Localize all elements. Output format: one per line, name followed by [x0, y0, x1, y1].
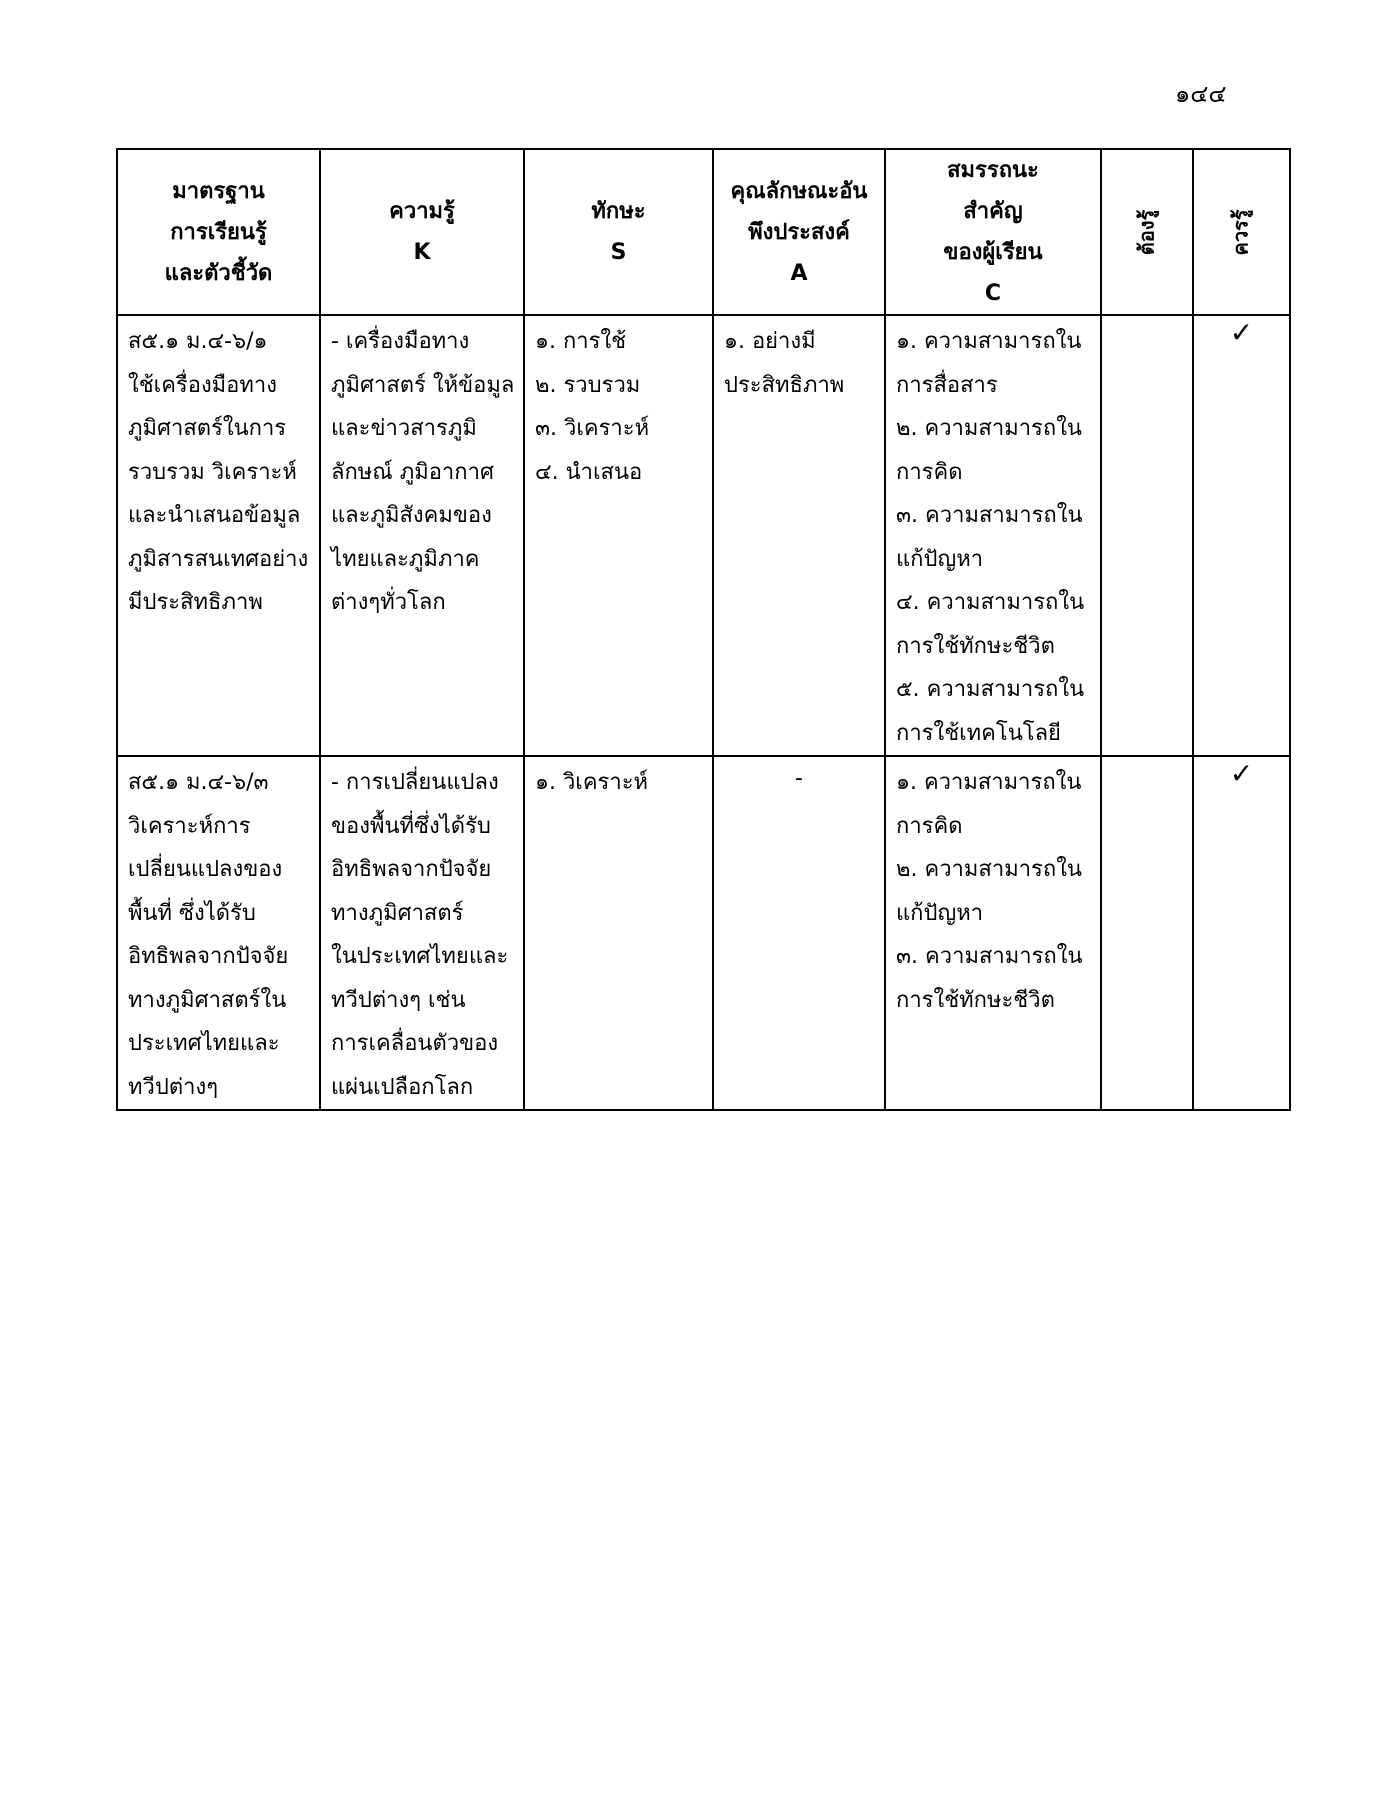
- text-line: S: [610, 240, 627, 265]
- cell-knowledge: [320, 315, 524, 756]
- text-line: ภูมิศาสตร์ในการ: [128, 416, 287, 441]
- cell-competency: [885, 756, 1101, 1110]
- table-row: [117, 315, 1290, 756]
- text-line: แก้ปัญหา: [896, 900, 984, 926]
- text-line: ๑. อย่างมี: [724, 329, 816, 354]
- text-line: ของผู้เรียน: [943, 240, 1043, 265]
- text-line: พื้นที่ ซึ่งได้รับ: [128, 900, 256, 926]
- table-row: [117, 756, 1290, 1110]
- should-know-label: ควรรู้: [1229, 208, 1253, 256]
- header-should-know: [1193, 149, 1290, 315]
- text-line: ทางภูมิศาสตร์: [331, 900, 464, 926]
- text-line: ต่างๆทั่วโลก: [331, 590, 446, 615]
- text-line: แก้ปัญหา: [896, 546, 984, 572]
- text-line: ๑. ความสามารถใน: [896, 770, 1082, 795]
- text-line: ๑. ความสามารถใน: [896, 329, 1082, 354]
- text-line: การเคลื่อนตัวของ: [331, 1031, 499, 1056]
- text-line: การใช้ทักษะชีวิต: [896, 987, 1055, 1013]
- cell-attribute: [713, 756, 885, 1110]
- check-icon: ✓: [1193, 315, 1290, 756]
- text-line: ประเทศไทยและ: [128, 1031, 280, 1056]
- header-standard: [117, 149, 320, 315]
- text-line: ภูมิศาสตร์ ให้ข้อมูล: [331, 372, 515, 398]
- text-line: และข่าวสารภูมิ: [331, 416, 477, 441]
- text-line: วิเคราะห์การ: [128, 813, 251, 839]
- text-line: มาตรฐาน: [172, 178, 265, 204]
- text-line: ใช้เครื่องมือทาง: [128, 372, 277, 398]
- text-line: A: [790, 260, 808, 286]
- text-line: และตัวชี้วัด: [164, 260, 273, 286]
- text-line: เปลี่ยนแปลงของ: [128, 857, 283, 882]
- text-line: - การเปลี่ยนแปลง: [331, 770, 499, 795]
- text-line: สมรรถนะ: [947, 158, 1039, 183]
- text-line: ๑. การใช้: [535, 329, 627, 354]
- cell-competency: [885, 315, 1101, 756]
- text-line: การคิด: [896, 459, 963, 485]
- text-line: ๓. ความสามารถใน: [896, 944, 1083, 969]
- text-line: ๑. วิเคราะห์: [535, 770, 649, 795]
- text-line: คุณลักษณะอัน: [730, 178, 868, 204]
- text-line: การใช้เทคโนโลยี: [896, 720, 1061, 746]
- text-line: การใช้ทักษะชีวิต: [896, 633, 1055, 659]
- text-line: ๔. ความสามารถใน: [896, 590, 1085, 615]
- page-number: ๑๔๔: [1175, 80, 1227, 108]
- header-skill: [524, 149, 713, 315]
- text-line: ๒. ความสามารถใน: [896, 857, 1082, 882]
- text-line: รวบรวม วิเคราะห์: [128, 459, 297, 485]
- text-line: - เครื่องมือทาง: [331, 329, 470, 354]
- text-line: และภูมิสังคมของ: [331, 503, 492, 528]
- text-line: และนำเสนอข้อมูล: [128, 503, 301, 528]
- text-line: ๕. ความสามารถใน: [896, 677, 1085, 702]
- curriculum-table: [116, 148, 1291, 1111]
- text-line: ๔. นำเสนอ: [535, 459, 643, 485]
- text-line: ทักษะ: [591, 199, 646, 224]
- cell-must-know: [1101, 315, 1193, 756]
- header-attribute: [713, 149, 885, 315]
- text-line: แผ่นเปลือกโลก: [331, 1074, 474, 1100]
- text-line: ในประเทศไทยและ: [331, 944, 509, 969]
- text-line: พึงประสงค์: [748, 219, 850, 245]
- text-line: ๒. รวบรวม: [535, 372, 641, 398]
- cell-skill: [524, 756, 713, 1110]
- text-line: อิทธิพลจากปัจจัย: [331, 857, 492, 882]
- text-line: อิทธิพลจากปัจจัย: [128, 944, 289, 969]
- text-line: การคิด: [896, 813, 963, 839]
- cell-skill: [524, 315, 713, 756]
- text-line: ความรู้: [389, 199, 455, 224]
- text-line: สำคัญ: [963, 199, 1023, 224]
- header-row: [117, 149, 1290, 315]
- check-icon: ✓: [1193, 756, 1290, 1110]
- cell-knowledge: [320, 756, 524, 1110]
- must-know-label: ต้องรู้: [1134, 209, 1159, 255]
- text-line: ๓. วิเคราะห์: [535, 416, 650, 441]
- text-line: ทวีปต่างๆ เช่น: [331, 987, 466, 1013]
- cell-standard: [117, 315, 320, 756]
- text-line: ลักษณ์ ภูมิอากาศ: [331, 459, 494, 485]
- cell-attribute: [713, 315, 885, 756]
- text-line: ทวีปต่างๆ: [128, 1074, 219, 1100]
- header-knowledge: [320, 149, 524, 315]
- text-line: ภูมิสารสนเทศอย่าง: [128, 546, 309, 572]
- text-line: ๓. ความสามารถใน: [896, 503, 1083, 528]
- text-line: -: [795, 766, 803, 791]
- text-line: การเรียนรู้: [170, 219, 267, 245]
- header-must-know: [1101, 149, 1193, 315]
- cell-must-know: [1101, 756, 1193, 1110]
- cell-standard: [117, 756, 320, 1110]
- text-line: ส๕.๑ ม.๔-๖/๓: [128, 770, 269, 795]
- text-line: ของพื้นที่ซึ่งได้รับ: [331, 813, 491, 839]
- text-line: ส๕.๑ ม.๔-๖/๑: [128, 329, 268, 354]
- text-line: ทางภูมิศาสตร์ใน: [128, 987, 287, 1013]
- text-line: ๒. ความสามารถใน: [896, 416, 1082, 441]
- text-line: K: [413, 240, 431, 265]
- text-line: ประสิทธิภาพ: [724, 372, 845, 398]
- header-competency: [885, 149, 1101, 315]
- text-line: การสื่อสาร: [896, 372, 998, 398]
- text-line: มีประสิทธิภาพ: [128, 590, 263, 615]
- text-line: ไทยและภูมิภาค: [331, 546, 480, 572]
- text-line: C: [984, 281, 1002, 306]
